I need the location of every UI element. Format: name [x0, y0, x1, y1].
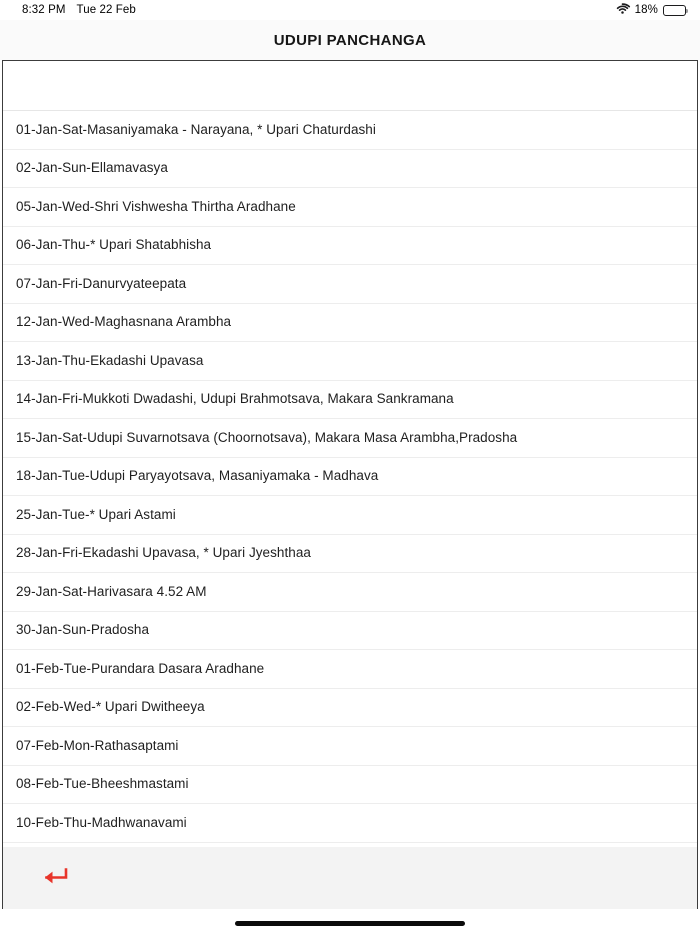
list-item-label: 01-Jan-Sat-Masaniyamaka - Narayana, * Upari Chaturdashi: [16, 121, 376, 137]
list-item-label: 06-Jan-Thu-* Upari Shatabhisha: [16, 237, 212, 253]
list-item-label: 02-Jan-Sun-Ellamavasya: [16, 160, 168, 176]
list-item[interactable]: [3, 727, 697, 766]
list-item-label: 25-Jan-Tue-* Upari Astami: [16, 506, 176, 522]
panchanga-list-container: [2, 60, 698, 847]
list-item[interactable]: [3, 265, 697, 304]
list-item-label: 07-Jan-Fri-Danurvyateepata: [16, 275, 187, 291]
list-item[interactable]: [3, 689, 697, 728]
list-item[interactable]: [3, 766, 697, 805]
list-item[interactable]: [3, 188, 697, 227]
list-item[interactable]: [3, 111, 697, 150]
list-item[interactable]: [3, 612, 697, 651]
home-indicator-area: [0, 909, 700, 934]
list-header-row: [3, 61, 697, 111]
bottom-toolbar: [2, 847, 698, 909]
status-bar-left: [22, 4, 136, 16]
status-bar-right: [615, 3, 686, 17]
list-item-label: 05-Jan-Wed-Shri Vishwesha Thirtha Aradhane: [16, 198, 296, 214]
list-item-label: 18-Jan-Tue-Udupi Paryayotsava, Masaniyamaka - Madhava: [16, 468, 379, 484]
list-item[interactable]: [3, 381, 697, 420]
back-button[interactable]: [37, 863, 71, 893]
list-item-label: 10-Feb-Thu-Madhwanavami: [16, 814, 187, 830]
page-title: UDUPI PANCHANGA: [273, 31, 427, 49]
list-item[interactable]: [3, 419, 697, 458]
nav-header: [0, 20, 700, 60]
list-item-label: 14-Jan-Fri-Mukkoti Dwadashi, Udupi Brahmotsava, Makara Sankramana: [16, 391, 454, 407]
list-item[interactable]: [3, 227, 697, 266]
list-item-label: 07-Feb-Mon-Rathasaptami: [16, 737, 179, 753]
status-bar: [0, 0, 700, 20]
home-indicator[interactable]: [235, 921, 465, 926]
list-item[interactable]: [3, 573, 697, 612]
list-item[interactable]: [3, 650, 697, 689]
list-item[interactable]: [3, 458, 697, 497]
list-item-label: 29-Jan-Sat-Harivasara 4.52 AM: [16, 583, 207, 599]
panchanga-list[interactable]: [3, 111, 697, 847]
list-item-label: 08-Feb-Tue-Bheeshmastami: [16, 776, 189, 792]
battery-percent-label: 18%: [634, 4, 658, 16]
list-item-label: 30-Jan-Sun-Pradosha: [16, 622, 150, 638]
battery-icon: [663, 5, 686, 16]
list-item[interactable]: [3, 304, 697, 343]
wifi-icon: [615, 3, 630, 17]
list-item[interactable]: [3, 150, 697, 189]
list-item-label: 13-Jan-Thu-Ekadashi Upavasa: [16, 352, 204, 368]
list-item-label: 12-Jan-Wed-Maghasnana Arambha: [16, 314, 232, 330]
list-item[interactable]: [3, 804, 697, 843]
list-item-label: 15-Jan-Sat-Udupi Suvarnotsava (Choornotsava), Makara Masa Arambha,Pradosha: [16, 429, 518, 445]
list-item-label: 28-Jan-Fri-Ekadashi Upavasa, * Upari Jyeshthaa: [16, 545, 311, 561]
back-return-arrow-icon: [40, 866, 68, 891]
status-date: Tue 22 Feb: [76, 4, 136, 16]
list-item-label: 01-Feb-Tue-Purandara Dasara Aradhane: [16, 660, 265, 676]
list-item[interactable]: [3, 342, 697, 381]
list-item[interactable]: [3, 496, 697, 535]
list-item[interactable]: [3, 535, 697, 574]
status-time: 8:32 PM: [22, 4, 66, 16]
list-item-label: 02-Feb-Wed-* Upari Dwitheeya: [16, 699, 205, 715]
